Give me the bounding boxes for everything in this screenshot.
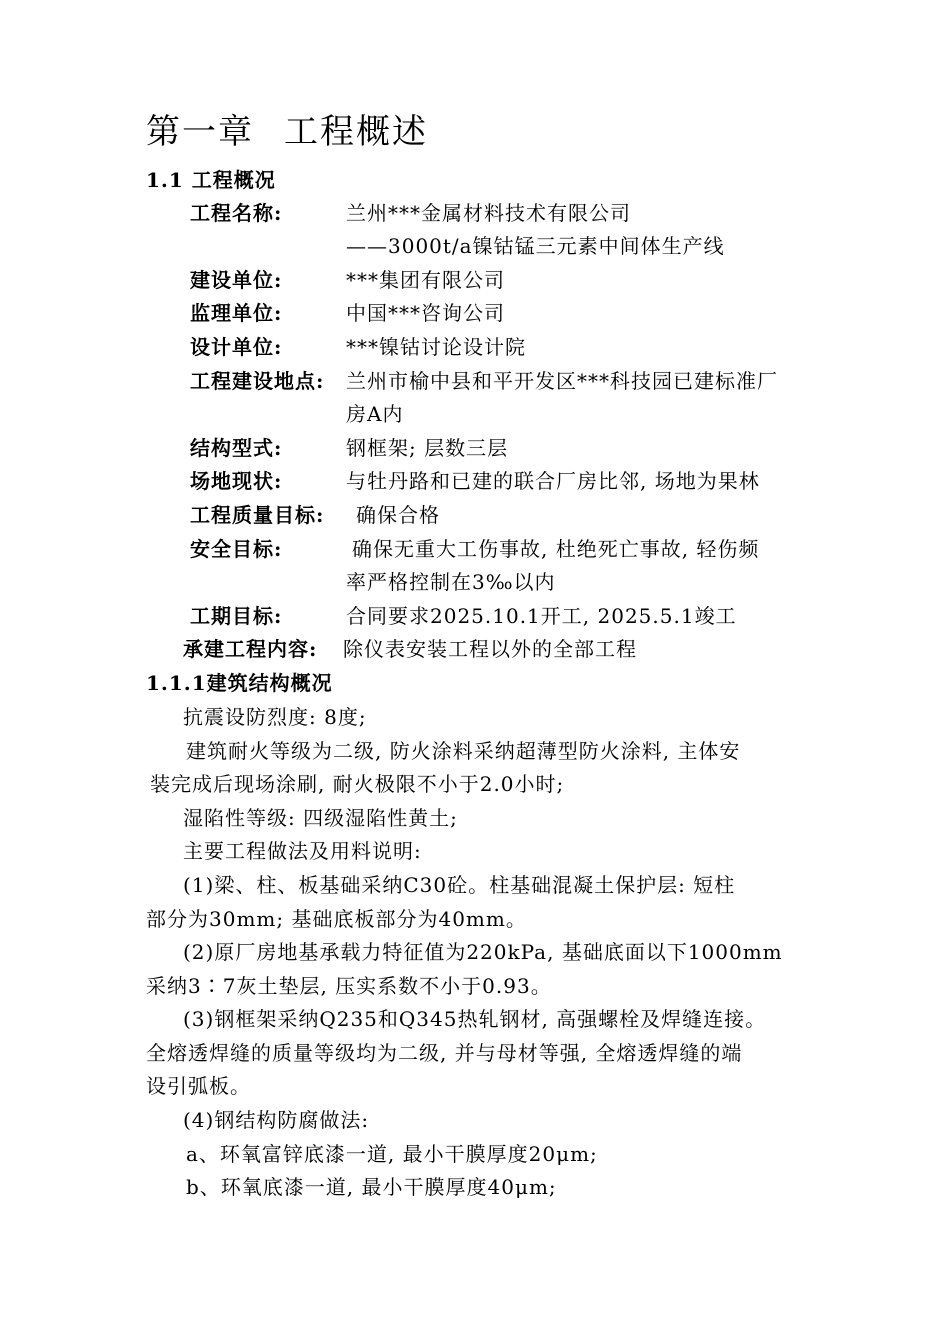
body-line: 主要工程做法及用料说明:	[183, 839, 422, 863]
body-line: 建筑耐火等级为二级, 防火涂料采纳超薄型防火涂料, 主体安	[186, 739, 741, 763]
chapter-number: 第一章	[146, 112, 254, 152]
field-label: 设计单位:	[190, 335, 283, 359]
chapter-title: 工程概述	[284, 112, 428, 152]
body-line: (3)钢框架采纳Q235和Q345热轧钢材, 高强螺栓及焊缝连接。	[183, 1007, 767, 1031]
field-label: 监理单位:	[190, 301, 283, 325]
field-value: ***镍钴讨论设计院	[346, 335, 526, 359]
section-heading-1-1-1: 1.1.1建筑结构概况	[146, 671, 333, 695]
field-label: 工程建设地点:	[190, 369, 325, 393]
body-line: (1)梁、柱、板基础采纳C30砼。柱基础混凝土保护层: 短柱	[183, 873, 736, 897]
chapter-heading	[146, 110, 428, 154]
field-value: 率严格控制在3‰以内	[346, 570, 556, 594]
field-label: 工程名称:	[190, 201, 283, 225]
field-value: ***集团有限公司	[346, 268, 505, 292]
field-label: 场地现状:	[190, 469, 283, 493]
body-line: b、环氧底漆一道, 最小干膜厚度40μm;	[186, 1175, 557, 1199]
field-value: 房A内	[346, 402, 404, 426]
field-label: 工期目标:	[190, 604, 283, 628]
body-line: 抗震设防烈度: 8度;	[183, 705, 367, 729]
field-value: 合同要求2025.10.1开工, 2025.5.1竣工	[346, 604, 737, 628]
body-line: 湿陷性等级: 四级湿陷性黄土;	[183, 806, 458, 830]
body-line: (2)原厂房地基承载力特征值为220kPa, 基础底面以下1000mm	[183, 940, 783, 964]
field-label: 工程质量目标:	[190, 503, 325, 527]
field-label: 结构型式:	[190, 436, 283, 460]
field-value: 兰州***金属材料技术有限公司	[346, 201, 631, 225]
field-value: 中国***咨询公司	[346, 301, 505, 325]
field-value: ——3000t/a镍钴锰三元素中间体生产线	[346, 234, 725, 258]
body-line: 装完成后现场涂刷, 耐火极限不小于2.0小时;	[150, 772, 565, 796]
field-value: 确保合格	[356, 503, 440, 527]
body-line: 设引弧板。	[146, 1074, 251, 1098]
body-line: 全熔透焊缝的质量等级均为二级, 并与母材等强, 全熔透焊缝的端	[146, 1041, 743, 1065]
contract-scope-label: 承建工程内容:	[183, 637, 318, 661]
contract-scope-value: 除仪表安装工程以外的全部工程	[343, 637, 637, 661]
field-value: 确保无重大工伤事故, 杜绝死亡事故, 轻伤频	[352, 537, 760, 561]
field-value: 与牡丹路和已建的联合厂房比邻, 场地为果林	[346, 469, 760, 493]
field-value: 兰州市榆中县和平开发区***科技园已建标准厂	[346, 369, 778, 393]
field-label: 安全目标:	[190, 537, 283, 561]
body-line: a、环氧富锌底漆一道, 最小干膜厚度20μm;	[186, 1142, 598, 1166]
field-value: 钢框架; 层数三层	[346, 436, 509, 460]
section-heading-1-1: 1.1 工程概况	[146, 168, 276, 192]
field-label: 建设单位:	[190, 268, 283, 292]
body-line: 采纳3∶7灰土垫层, 压实系数不小于0.93。	[146, 974, 552, 998]
body-line: (4)钢结构防腐做法:	[183, 1108, 370, 1132]
body-line: 部分为30mm; 基础底板部分为40mm。	[146, 907, 527, 931]
